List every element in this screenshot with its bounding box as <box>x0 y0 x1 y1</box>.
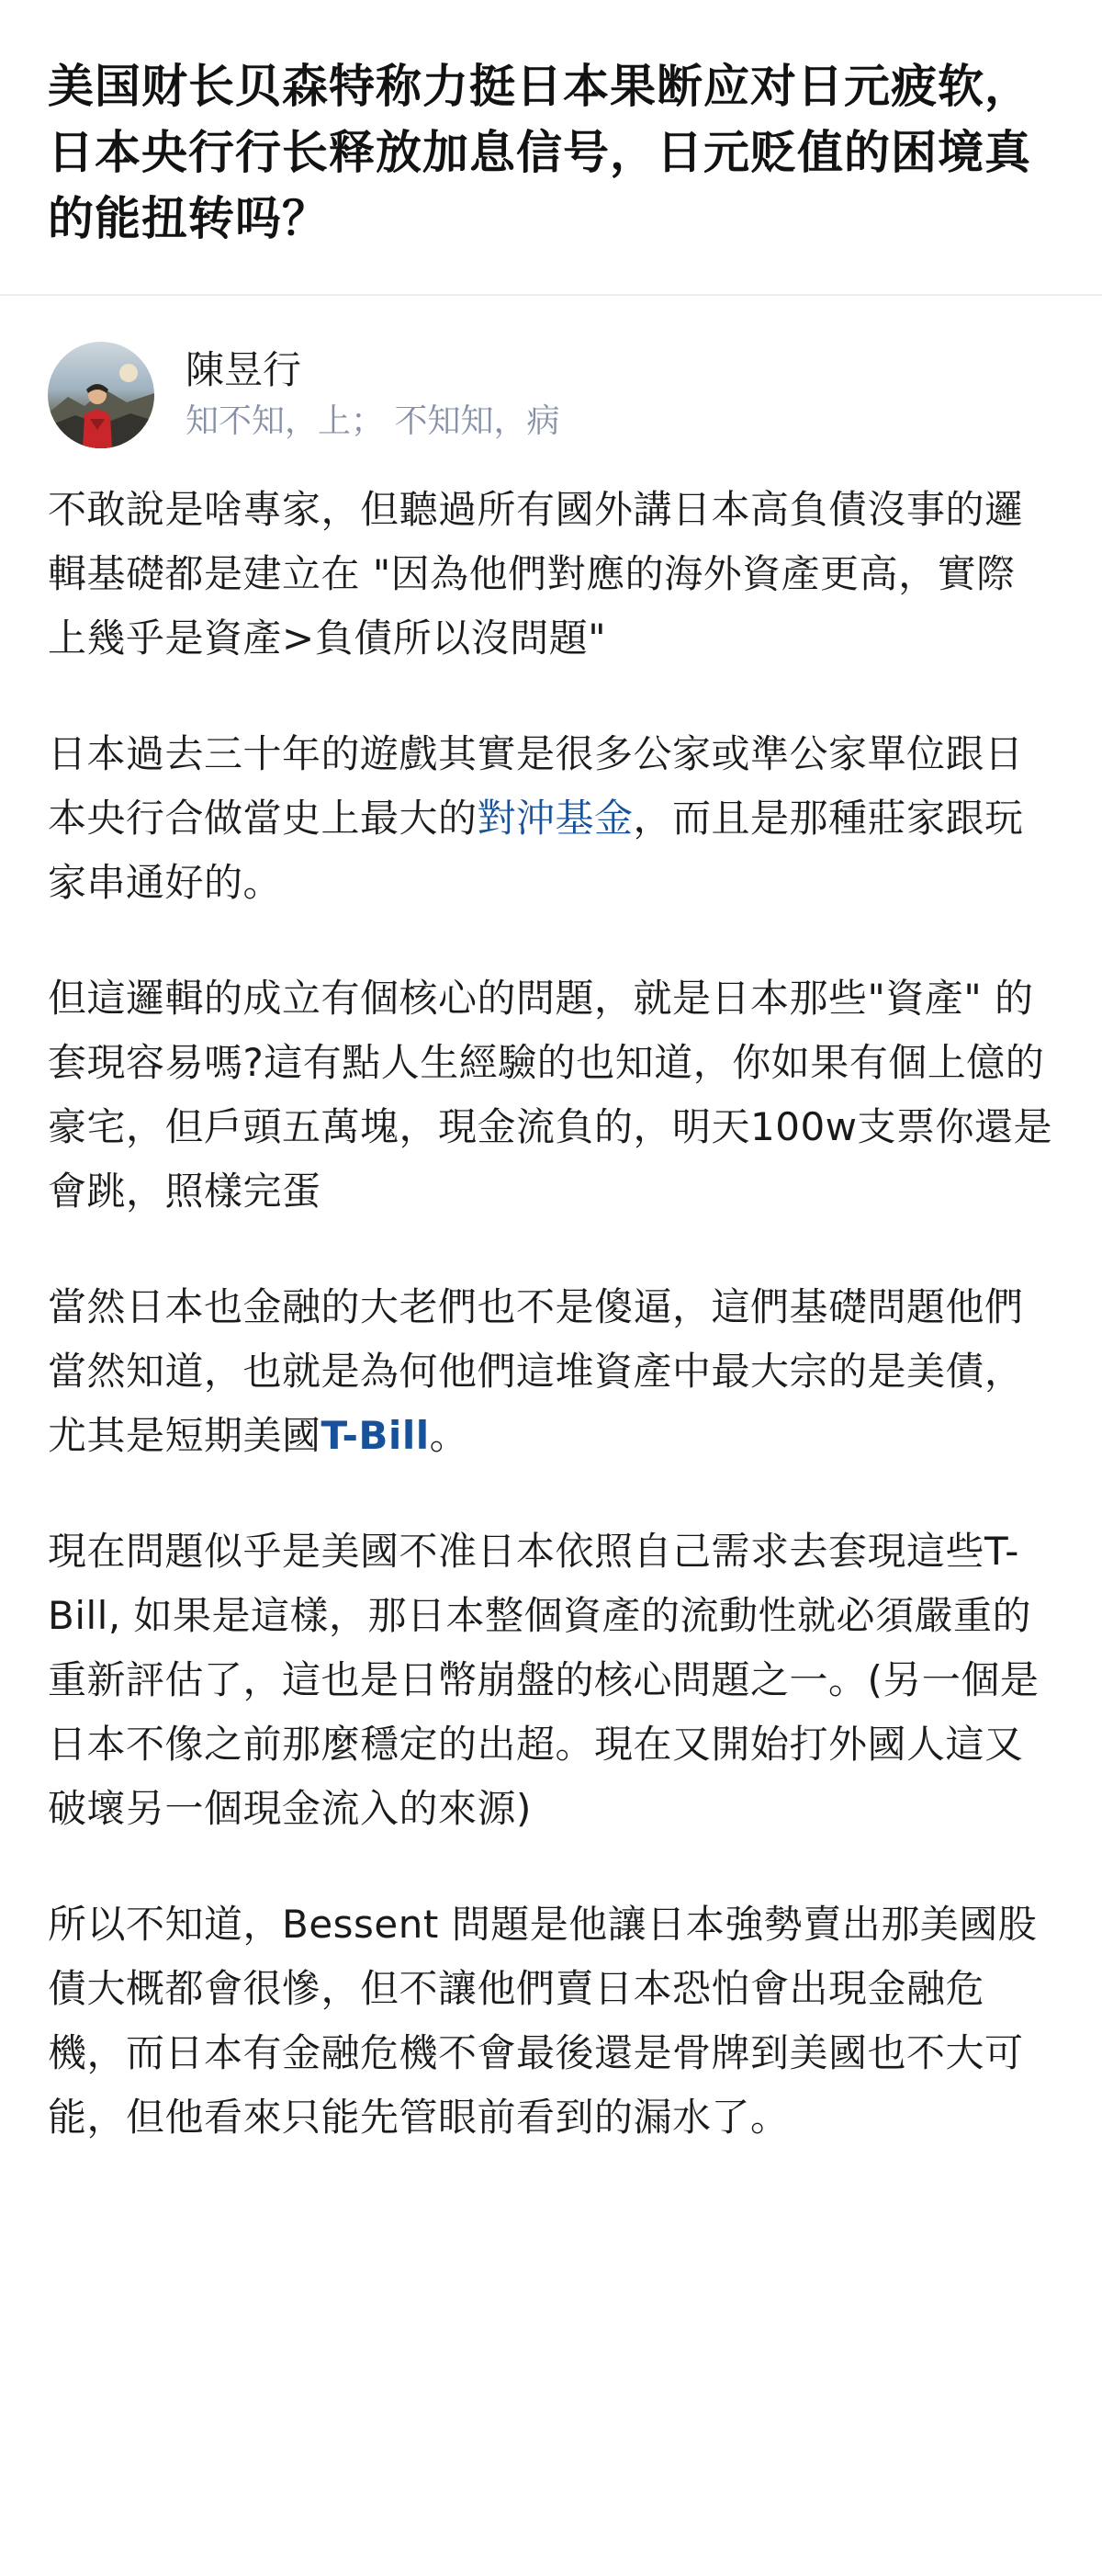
avatar[interactable] <box>48 342 154 448</box>
author-name[interactable]: 陳昱行 <box>186 347 302 392</box>
paragraph-4-text-after: 。 <box>429 1413 469 1458</box>
paragraph-2-text-before: 日本過去三十年的遊戲其實是很多公家或準公家單位跟日本央行合做當史上最大的 <box>48 731 1024 841</box>
paragraph-1: 不敢說是啥專家，但聽過所有國外講日本高負債沒事的邏輯基礎都是建立在 "因為他們對應的海外資產更高，實際上幾乎是資產>負債所以沒問題" <box>48 487 1024 661</box>
hedge-fund-link[interactable]: 對沖基金 <box>477 796 634 841</box>
paragraph-2-text-after: ，而且是那種莊家跟玩家串通好的。 <box>48 796 1024 905</box>
question-title[interactable]: 美国财长贝森特称力挺日本果断应对日元疲软，日本央行行长释放加息信号，日元贬值的困境真的能扭转吗？ <box>48 60 1031 245</box>
answer-content <box>48 478 1054 2150</box>
paragraph-3: 但這邏輯的成立有個核心的問題，就是日本那些"資產" 的套現容易嗎?這有點人生經驗的也知道，你如果有個上億的豪宅，但戶頭五萬塊，現金流負的，明天100w支票你還是會跳，照樣完蛋 <box>48 976 1053 1214</box>
author-meta <box>186 345 559 445</box>
paragraph-5: 現在問題似乎是美國不准日本依照自己需求去套現這些T-Bill, 如果是這樣，那日本整個資產的流動性就必須嚴重的重新評估了，這也是日幣崩盤的核心問題之一。(另一個是日本不像之前那麼穩定的出超。現在又開始打外國人這又破壞另一個現金流入的來源) <box>48 1529 1040 1831</box>
author-info <box>48 340 1054 450</box>
paragraph-4-text-before: 當然日本也金融的大老們也不是傻逼，這們基礎問題他們當然知道，也就是為何他們這堆資產中最大宗的是美債，尤其是短期美國 <box>48 1284 1024 1458</box>
answer-card <box>0 296 1102 2150</box>
paragraph-4 <box>48 1275 1054 1468</box>
paragraph-6: 所以不知道，Bessent 問題是他讓日本強勢賣出那美國股債大概都會很慘，但不讓他們賣日本恐怕會出現金融危機，而日本有金融危機不會最後還是骨牌到美國也不大可能，但他看來只能先管眼前看到的漏水了。 <box>48 1902 1038 2140</box>
t-bill-link[interactable]: T-Bill <box>320 1413 430 1458</box>
avatar-photo-icon <box>48 342 154 448</box>
paragraph-2 <box>48 722 1054 915</box>
author-bio: 知不知，上； 不知知，病 <box>186 402 560 440</box>
question-header <box>0 0 1102 296</box>
